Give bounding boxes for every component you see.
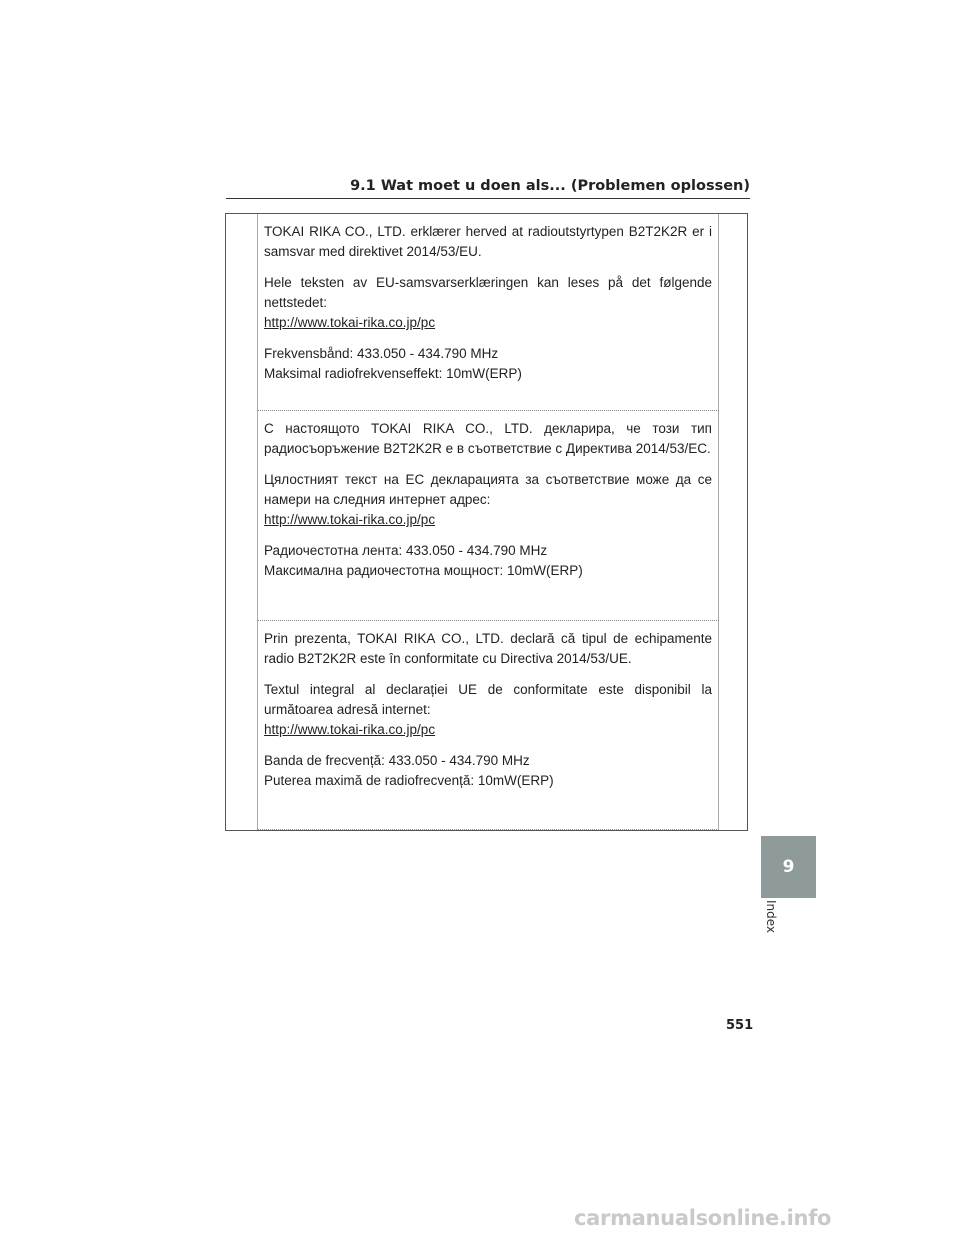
frequency-band: Радиочестотна лента: 433.050 - 434.790 MHz <box>264 543 548 558</box>
chapter-tab[interactable] <box>761 836 816 898</box>
declaration-fulltext-note: Textul integral al declarației UE de conformitate este disponibil la următoarea adresă internet: <box>264 682 712 717</box>
declaration-statement: Prin prezenta, TOKAI RIKA CO., LTD. declară că tipul de echipamente radio B2T2K2R este în conformitate cu Directiva 2014/53/UE. <box>264 631 712 666</box>
max-power: Максимална радиочестотна мощност: 10mW(ERP) <box>264 563 583 578</box>
header-title: 9.1 Wat moet u doen als... (Problemen oplossen) <box>350 178 750 194</box>
declaration-section-norwegian <box>257 214 719 411</box>
declaration-section-romanian <box>257 621 719 830</box>
max-power: Maksimal radiofrekvenseffekt: 10mW(ERP) <box>264 366 522 381</box>
chapter-number: 9 <box>782 857 795 877</box>
header-divider <box>226 198 750 199</box>
declaration-section-bulgarian <box>257 411 719 621</box>
frequency-band: Frekvensbånd: 433.050 - 434.790 MHz <box>264 346 499 361</box>
declaration-statement: С настоящото TOKAI RIKA CO., LTD. декларира, че този тип радиосъоръжение B2T2K2R е в съответствие с Директива 2014/53/ЕС. <box>264 421 712 456</box>
chapter-label: Index <box>764 900 778 934</box>
declaration-fulltext-note: Hele teksten av EU-samsvarserklæringen kan leses på det følgende nettstedet: <box>264 275 712 310</box>
declaration-fulltext-note: Цялостният текст на ЕС декларацията за съответствие може да се намери на следния интернет адрес: <box>264 472 712 507</box>
declaration-link[interactable]: http://www.tokai-rika.co.jp/pc <box>264 512 436 527</box>
frequency-band: Banda de frecvență: 433.050 - 434.790 MHz <box>264 753 530 768</box>
page-number: 551 <box>726 1018 754 1033</box>
watermark: carmanualsonline.info <box>574 1206 832 1230</box>
max-power: Puterea maximă de radiofrecvență: 10mW(ERP) <box>264 773 554 788</box>
declaration-link[interactable]: http://www.tokai-rika.co.jp/pc <box>264 315 436 330</box>
declaration-link[interactable]: http://www.tokai-rika.co.jp/pc <box>264 722 436 737</box>
declaration-statement: TOKAI RIKA CO., LTD. erklærer herved at radioutstyrtypen B2T2K2R er i samsvar med direktivet 2014/53/EU. <box>264 224 712 259</box>
